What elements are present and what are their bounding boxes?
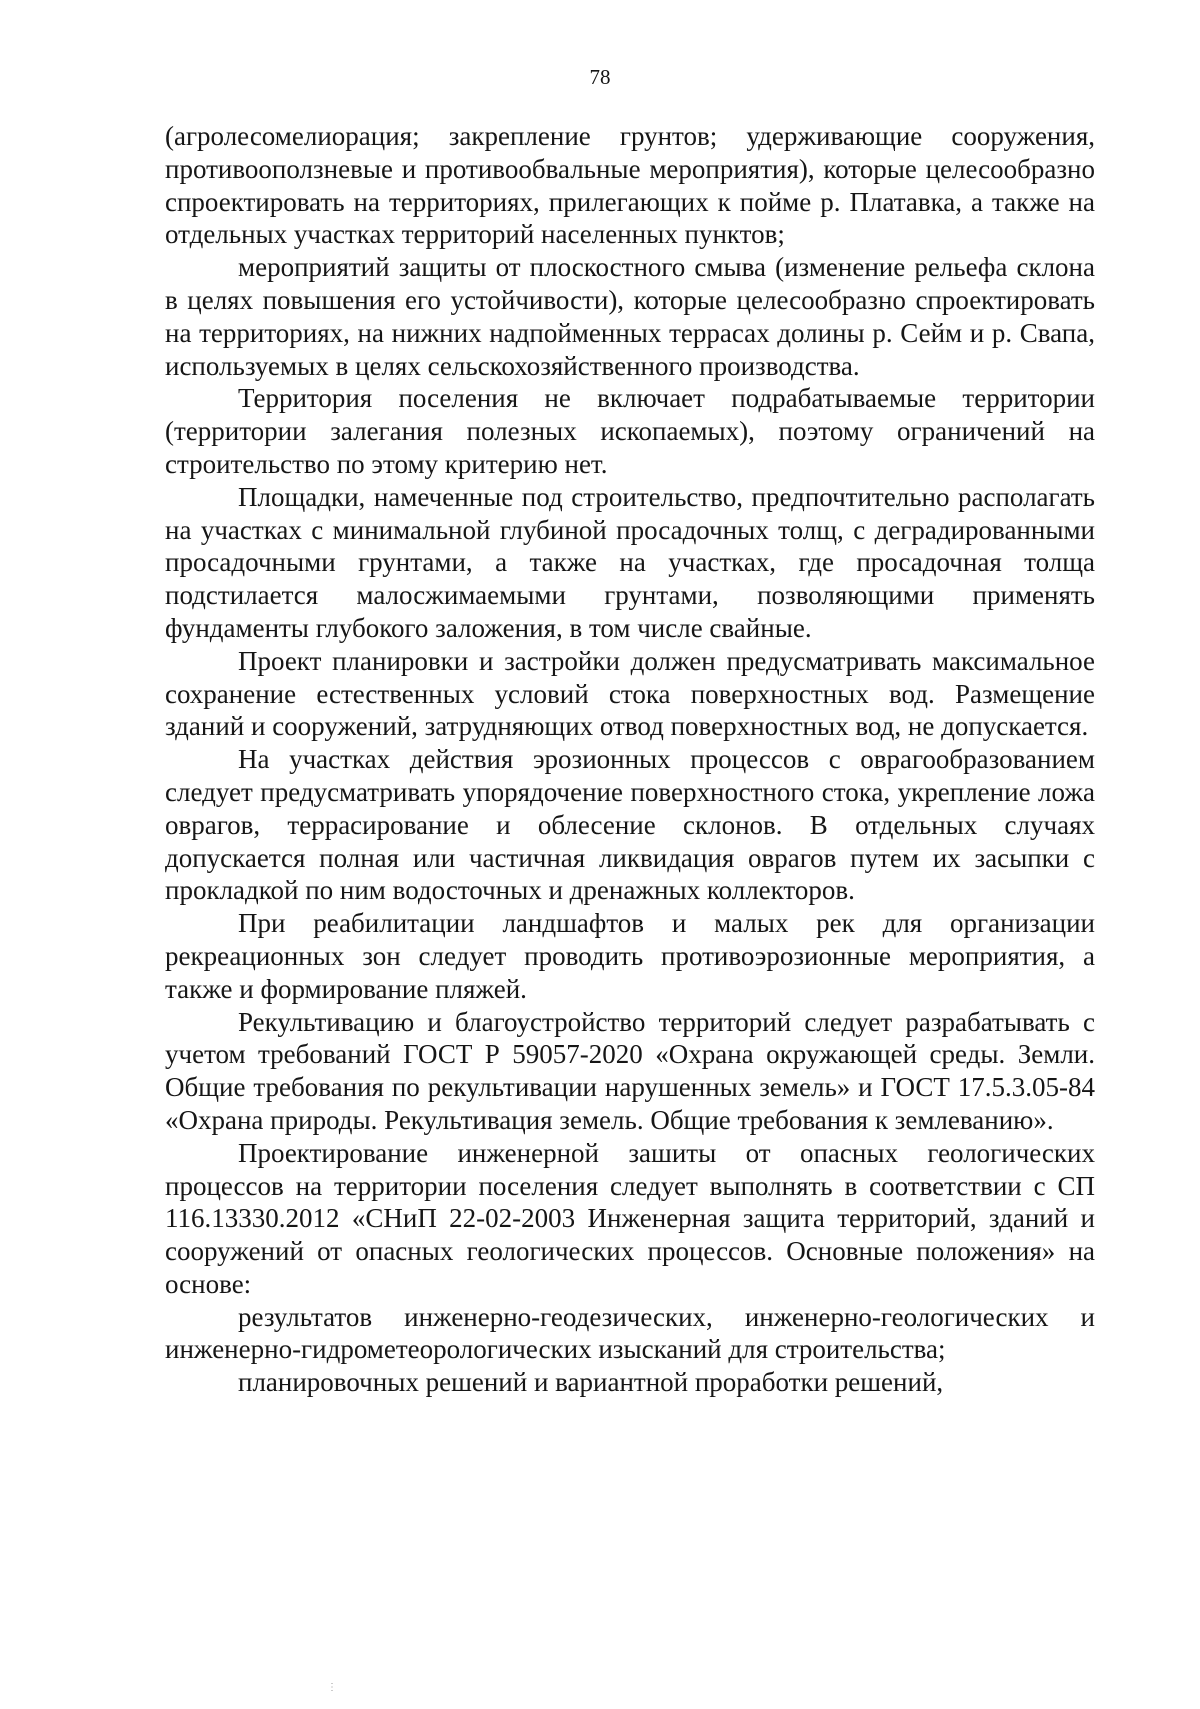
paragraph-2: мероприятий защиты от плоскостного смыва (изменение рельефа склона в целях повышения его устойчивости), которые целесообразно спроектировать на территориях, на нижних надпойменных террасах долины р. Сейм и р. Свапа, используемых в целях сельскохозяйственного производства. — [165, 252, 1095, 381]
paragraph-4: Площадки, намеченные под строительство, предпочтительно располагать на участках с минимальной глубиной просадочных толщ, с деградированными просадочными грунтами, а также на участках, где просадочная толща подстилается малосжимаемыми грунтами, позволяющими применять фундаменты глубокого заложения, в том числе свайные. — [165, 481, 1095, 643]
paragraph-8: Рекультивацию и благоустройство территорий следует разрабатывать с учетом требований ГОСТ Р 59057-2020 «Охрана окружающей среды. Земли. Общие требования по рекультивации нарушенных земель» и ГОСТ 17.5.3.05-84 «Охрана природы. Рекультивация земель. Общие требования к землеванию». — [165, 1006, 1095, 1135]
paragraph-9: Проектирование инженерной зашиты от опасных геологических процессов на территории поселения следует выполнять в соответствии с СП 116.13330.2012 «СНиП 22-02-2003 Инженерная защита территорий, зданий и сооружений от опасных геологических процессов. Основные положения» на основе: — [165, 1137, 1095, 1299]
paragraph-1: (агролесомелиорация; закрепление грунтов; удерживающие сооружения, противооползневые и противообвальные мероприятия), которые целесообразно спроектировать на территориях, прилегающих к пойме р. Платавка, а также на отдельных участках территорий населенных пунктов; — [165, 121, 1095, 250]
scan-speck: ⋮ — [327, 1682, 337, 1693]
body-text — [165, 120, 1095, 1399]
paragraph-6: На участках действия эрозионных процессов с оврагообразованием следует предусматривать упорядочение поверхностного стока, укрепление ложа оврагов, террасирование и облесение склонов. В отдельных случаях допускается полная или частичная ликвидация оврагов путем их засыпки с прокладкой по ним водосточных и дренажных коллекторов. — [165, 744, 1095, 906]
paragraph-10: результатов инженерно-геодезических, инженерно-геологических и инженерно-гидрометеорологических изысканий для строительства; — [165, 1301, 1095, 1365]
page-number: 78 — [589, 65, 611, 89]
paragraph-7: При реабилитации ландшафтов и малых рек для организации рекреационных зон следует проводить противоэрозионные мероприятия, а также и формирование пляжей. — [165, 908, 1095, 1004]
paragraph-11: планировочных решений и вариантной проработки решений, — [238, 1367, 944, 1398]
paragraph-3: Территория поселения не включает подрабатываемые территории (территории залегания полезных ископаемых), поэтому ограничений на строительство по этому критерию нет. — [165, 383, 1095, 479]
paragraph-5: Проект планировки и застройки должен предусматривать максимальное сохранение естественных условий стока поверхностных вод. Размещение зданий и сооружений, затрудняющих отвод поверхностных вод, не допускается. — [165, 645, 1095, 742]
